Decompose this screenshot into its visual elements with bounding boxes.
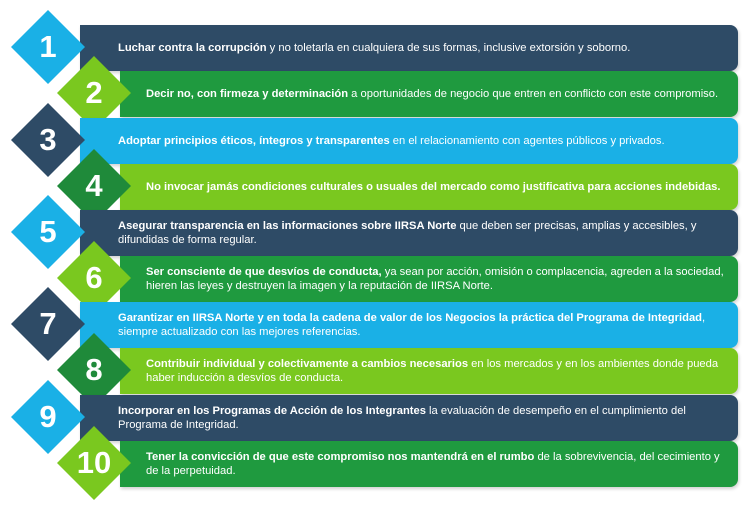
commitment-rest-text: ya sean por acción, omisión o complacencia, agreden a la sociedad, hieren las leyes y destruyen la imagen y la reputación de IIRSA Norte. bbox=[146, 265, 724, 292]
commitment-bar bbox=[80, 210, 738, 256]
item-number: 3 bbox=[39, 122, 57, 157]
item-number: 6 bbox=[85, 260, 103, 295]
commitment-bold-text: Decir no, con firmeza y determinación bbox=[146, 87, 349, 100]
commitment-row-8 bbox=[0, 348, 750, 394]
commitment-text bbox=[120, 87, 718, 102]
commitment-row-10 bbox=[0, 441, 750, 487]
commitment-text bbox=[120, 265, 724, 294]
commitment-bar bbox=[120, 256, 738, 302]
commitment-bar bbox=[120, 71, 738, 117]
item-number: 2 bbox=[85, 75, 103, 110]
commitment-rest-text: de la sobrevivencia, del cecimiento y de la perpetuidad. bbox=[146, 450, 720, 477]
commitment-rest-text: la evaluación de desempeño en el cumplimiento del Programa de Integridad. bbox=[118, 404, 686, 431]
commitment-text bbox=[80, 41, 630, 56]
commitment-bold-text: Tener la convicción de que este compromiso nos mantendrá en el rumbo bbox=[146, 450, 535, 463]
commitment-bold-text: Asegurar transparencia en las informaciones sobre IIRSA Norte bbox=[118, 219, 457, 232]
commitment-bar bbox=[80, 118, 738, 164]
item-number: 4 bbox=[85, 168, 103, 203]
commitment-bold-text: Ser consciente de que desvíos de conducta, bbox=[146, 265, 382, 278]
item-number: 5 bbox=[39, 214, 57, 249]
commitment-bar bbox=[80, 302, 738, 348]
commitment-text bbox=[120, 180, 721, 195]
commitment-row-2 bbox=[0, 71, 750, 117]
commitment-row-4 bbox=[0, 164, 750, 210]
item-number: 10 bbox=[76, 445, 112, 480]
commitment-text bbox=[120, 357, 724, 386]
commitment-bar bbox=[80, 25, 738, 71]
commitment-bold-text: Luchar contra la corrupción bbox=[118, 41, 267, 54]
commitment-bar bbox=[120, 164, 738, 210]
commitment-bar bbox=[120, 441, 738, 487]
commitment-text bbox=[80, 134, 665, 149]
commitment-bold-text: Garantizar en IIRSA Norte y en toda la cadena de valor de los Negocios la práctica del Programa de Integridad bbox=[118, 311, 702, 324]
commitment-text bbox=[120, 450, 724, 479]
commitment-rest-text: a oportunidades de negocio que entren en conflicto con este compromiso. bbox=[348, 87, 719, 100]
commitment-rest-text: en los mercados y en los ambientes donde pueda haber inducción a desvíos de conducta. bbox=[146, 357, 719, 384]
commitment-text bbox=[80, 311, 724, 340]
commitment-rest-text: , siempre actualizado con las mejores referencias. bbox=[118, 311, 706, 338]
commitment-rest-text: que deben ser precisas, amplias y accesibles, y difundidas de forma regular. bbox=[118, 219, 697, 246]
item-number: 7 bbox=[39, 306, 57, 341]
commitment-bold-text: Incorporar en los Programas de Acción de los Integrantes bbox=[118, 404, 426, 417]
number-diamond bbox=[57, 426, 131, 500]
commitment-row-6 bbox=[0, 256, 750, 302]
commitment-bar bbox=[80, 395, 738, 441]
commitment-bold-text: Adoptar principios éticos, íntegros y transparentes bbox=[118, 134, 390, 147]
commitment-bar bbox=[120, 348, 738, 394]
commitment-bold-text: Contribuir individual y colectivamente a cambios necesarios bbox=[146, 357, 469, 370]
commitment-bold-text: No invocar jamás condiciones culturales o usuales del mercado como justificativa para acciones indebidas. bbox=[146, 180, 721, 193]
commitment-rest-text: en el relacionamiento con agentes públicos y privados. bbox=[389, 134, 665, 147]
item-number: 9 bbox=[39, 399, 57, 434]
item-number: 1 bbox=[39, 29, 57, 64]
commitment-rest-text: y no toletarla en cualquiera de sus formas, inclusive extorsión y soborno. bbox=[266, 41, 631, 54]
commitment-text bbox=[80, 404, 724, 433]
commitment-text bbox=[80, 219, 724, 248]
item-number: 8 bbox=[85, 352, 103, 387]
